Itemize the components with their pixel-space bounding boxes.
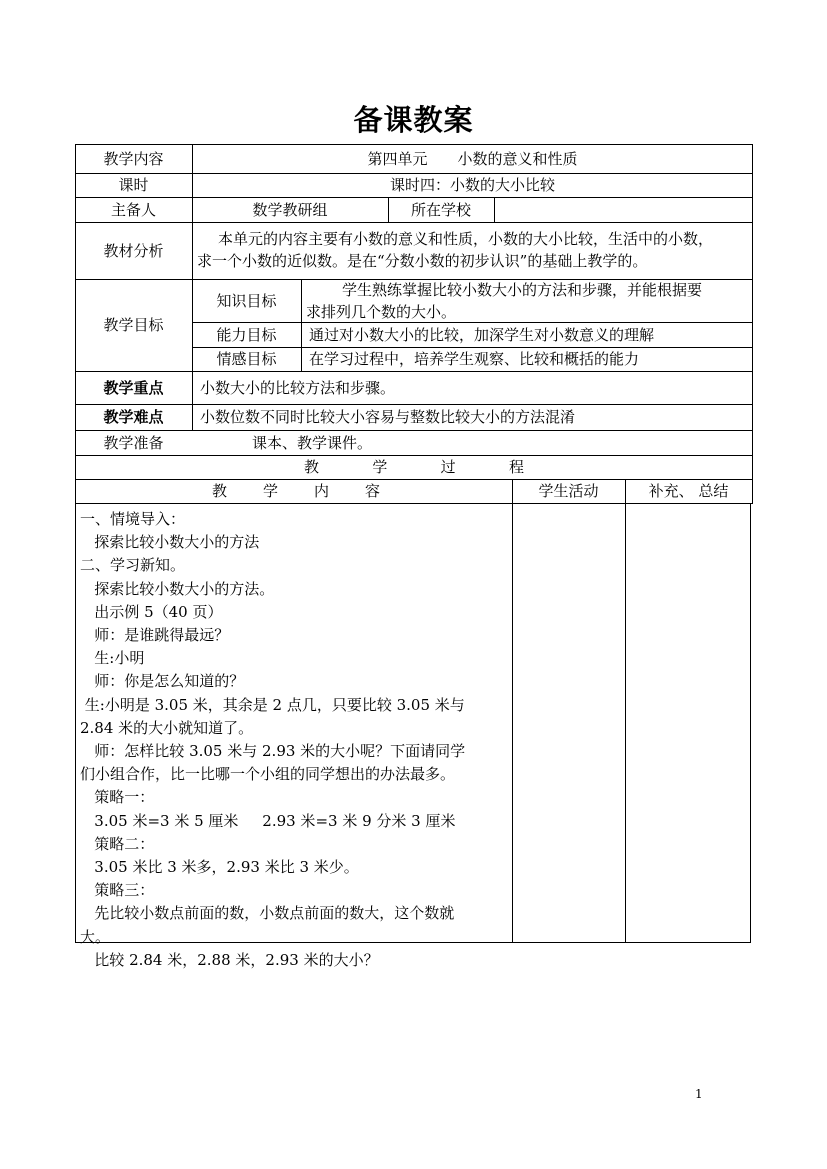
page-number: 1 bbox=[695, 1087, 703, 1101]
analysis-line-2: 求一个小数的近似数。是在“分数小数的初步认识”的基础上教学的。 bbox=[197, 252, 648, 270]
process-header bbox=[304, 455, 524, 479]
lesson-value: 课时四：小数的大小比较 bbox=[389, 176, 555, 194]
process-line: 策略二： bbox=[80, 834, 155, 853]
process-line: 3.05 米比 3 米多，2.93 米比 3 米少。 bbox=[80, 858, 359, 877]
preparation-label: 教学准备 bbox=[103, 433, 164, 452]
process-line: 生:小明 bbox=[80, 649, 145, 668]
focus-label: 教学重点 bbox=[103, 378, 164, 397]
process-content bbox=[80, 508, 510, 972]
process-line: 探索比较小数大小的方法 bbox=[80, 533, 260, 552]
process-line: 探索比较小数大小的方法。 bbox=[80, 579, 275, 598]
process-line: 策略一： bbox=[80, 788, 155, 807]
lesson-label: 课时 bbox=[118, 176, 149, 194]
knowledge-goal-line-2: 求排列几个数的大小。 bbox=[306, 303, 457, 321]
difficulty-label: 教学难点 bbox=[103, 408, 164, 426]
difficulty-value: 小数位数不同时比较大小容易与整数比较大小的方法混淆 bbox=[200, 408, 576, 426]
emotion-goal-label: 情感目标 bbox=[216, 350, 277, 368]
knowledge-goal-text bbox=[306, 279, 753, 322]
preparation-value: 课本、教学课件。 bbox=[252, 433, 373, 452]
process-line: 师：怎样比较 3.05 米与 2.93 米的大小呢？下面请同学 bbox=[80, 742, 466, 761]
process-line: 比较 2.84 米，2.88 米，2.93 米的大小？ bbox=[80, 950, 379, 969]
school-value bbox=[494, 197, 753, 222]
process-line: 师：是谁跳得最远？ bbox=[80, 626, 230, 645]
process-line: 师：你是怎么知道的？ bbox=[80, 672, 245, 691]
process-line: 3.05 米=3 米 5 厘米 2.93 米=3 米 9 分米 3 厘米 bbox=[80, 811, 456, 830]
document-title: 备课教案 bbox=[353, 103, 474, 137]
process-header-char: 过 bbox=[440, 458, 456, 476]
content-value: 第四单元 小数的意义和性质 bbox=[367, 149, 578, 168]
knowledge-goal-line-1: 学生熟练掌握比较小数大小的方法和步骤，并能根据要 bbox=[342, 281, 703, 299]
ability-goal-text: 通过对小数大小的比较，加深学生对小数意义的理解 bbox=[309, 325, 655, 344]
ability-goal-label: 能力目标 bbox=[216, 325, 277, 344]
process-line: 策略三： bbox=[80, 881, 155, 900]
column-header-char: 教 bbox=[212, 482, 228, 500]
column-header-char: 容 bbox=[364, 482, 380, 500]
process-line: 二、学习新知。 bbox=[80, 556, 186, 575]
preparer-value: 数学教研组 bbox=[252, 200, 328, 219]
preparer-label: 主备人 bbox=[110, 200, 156, 219]
process-header-char: 程 bbox=[508, 458, 524, 476]
column-header-char: 内 bbox=[313, 482, 329, 500]
process-line: 先比较小数点前面的数，小数点前面的数大，这个数就 bbox=[80, 904, 455, 923]
column-header-char: 学 bbox=[262, 482, 278, 500]
process-header-char: 学 bbox=[372, 458, 388, 476]
analysis-label: 教材分析 bbox=[103, 241, 164, 260]
content-label: 教学内容 bbox=[103, 149, 164, 168]
analysis-line-1: 本单元的内容主要有小数的意义和性质，小数的大小比较，生活中的小数， bbox=[218, 230, 714, 248]
notes-header: 补充、 总结 bbox=[648, 482, 729, 500]
goals-label: 教学目标 bbox=[103, 316, 164, 334]
process-line: 一、情境导入： bbox=[80, 510, 186, 528]
content-column-header bbox=[212, 479, 380, 503]
process-line: 出示例 5（40 页） bbox=[80, 602, 223, 621]
school-label: 所在学校 bbox=[410, 200, 471, 219]
process-header-char: 教 bbox=[304, 458, 320, 476]
process-line: 大。 bbox=[80, 927, 111, 946]
process-line: 生:小明是 3.05 米，其余是 2 点几，只要比较 3.05 米与 bbox=[80, 695, 465, 714]
student-activity-header: 学生活动 bbox=[538, 482, 599, 500]
emotion-goal-text: 在学习过程中，培养学生观察、比较和概括的能力 bbox=[309, 350, 640, 368]
focus-value: 小数大小的比较方法和步骤。 bbox=[200, 378, 396, 397]
process-line: 2.84 米的大小就知道了。 bbox=[80, 718, 254, 737]
process-line: 们小组合作，比一比哪一个小组的同学想出的办法最多。 bbox=[80, 765, 456, 784]
knowledge-goal-label: 知识目标 bbox=[216, 291, 277, 310]
analysis-text bbox=[197, 228, 753, 278]
